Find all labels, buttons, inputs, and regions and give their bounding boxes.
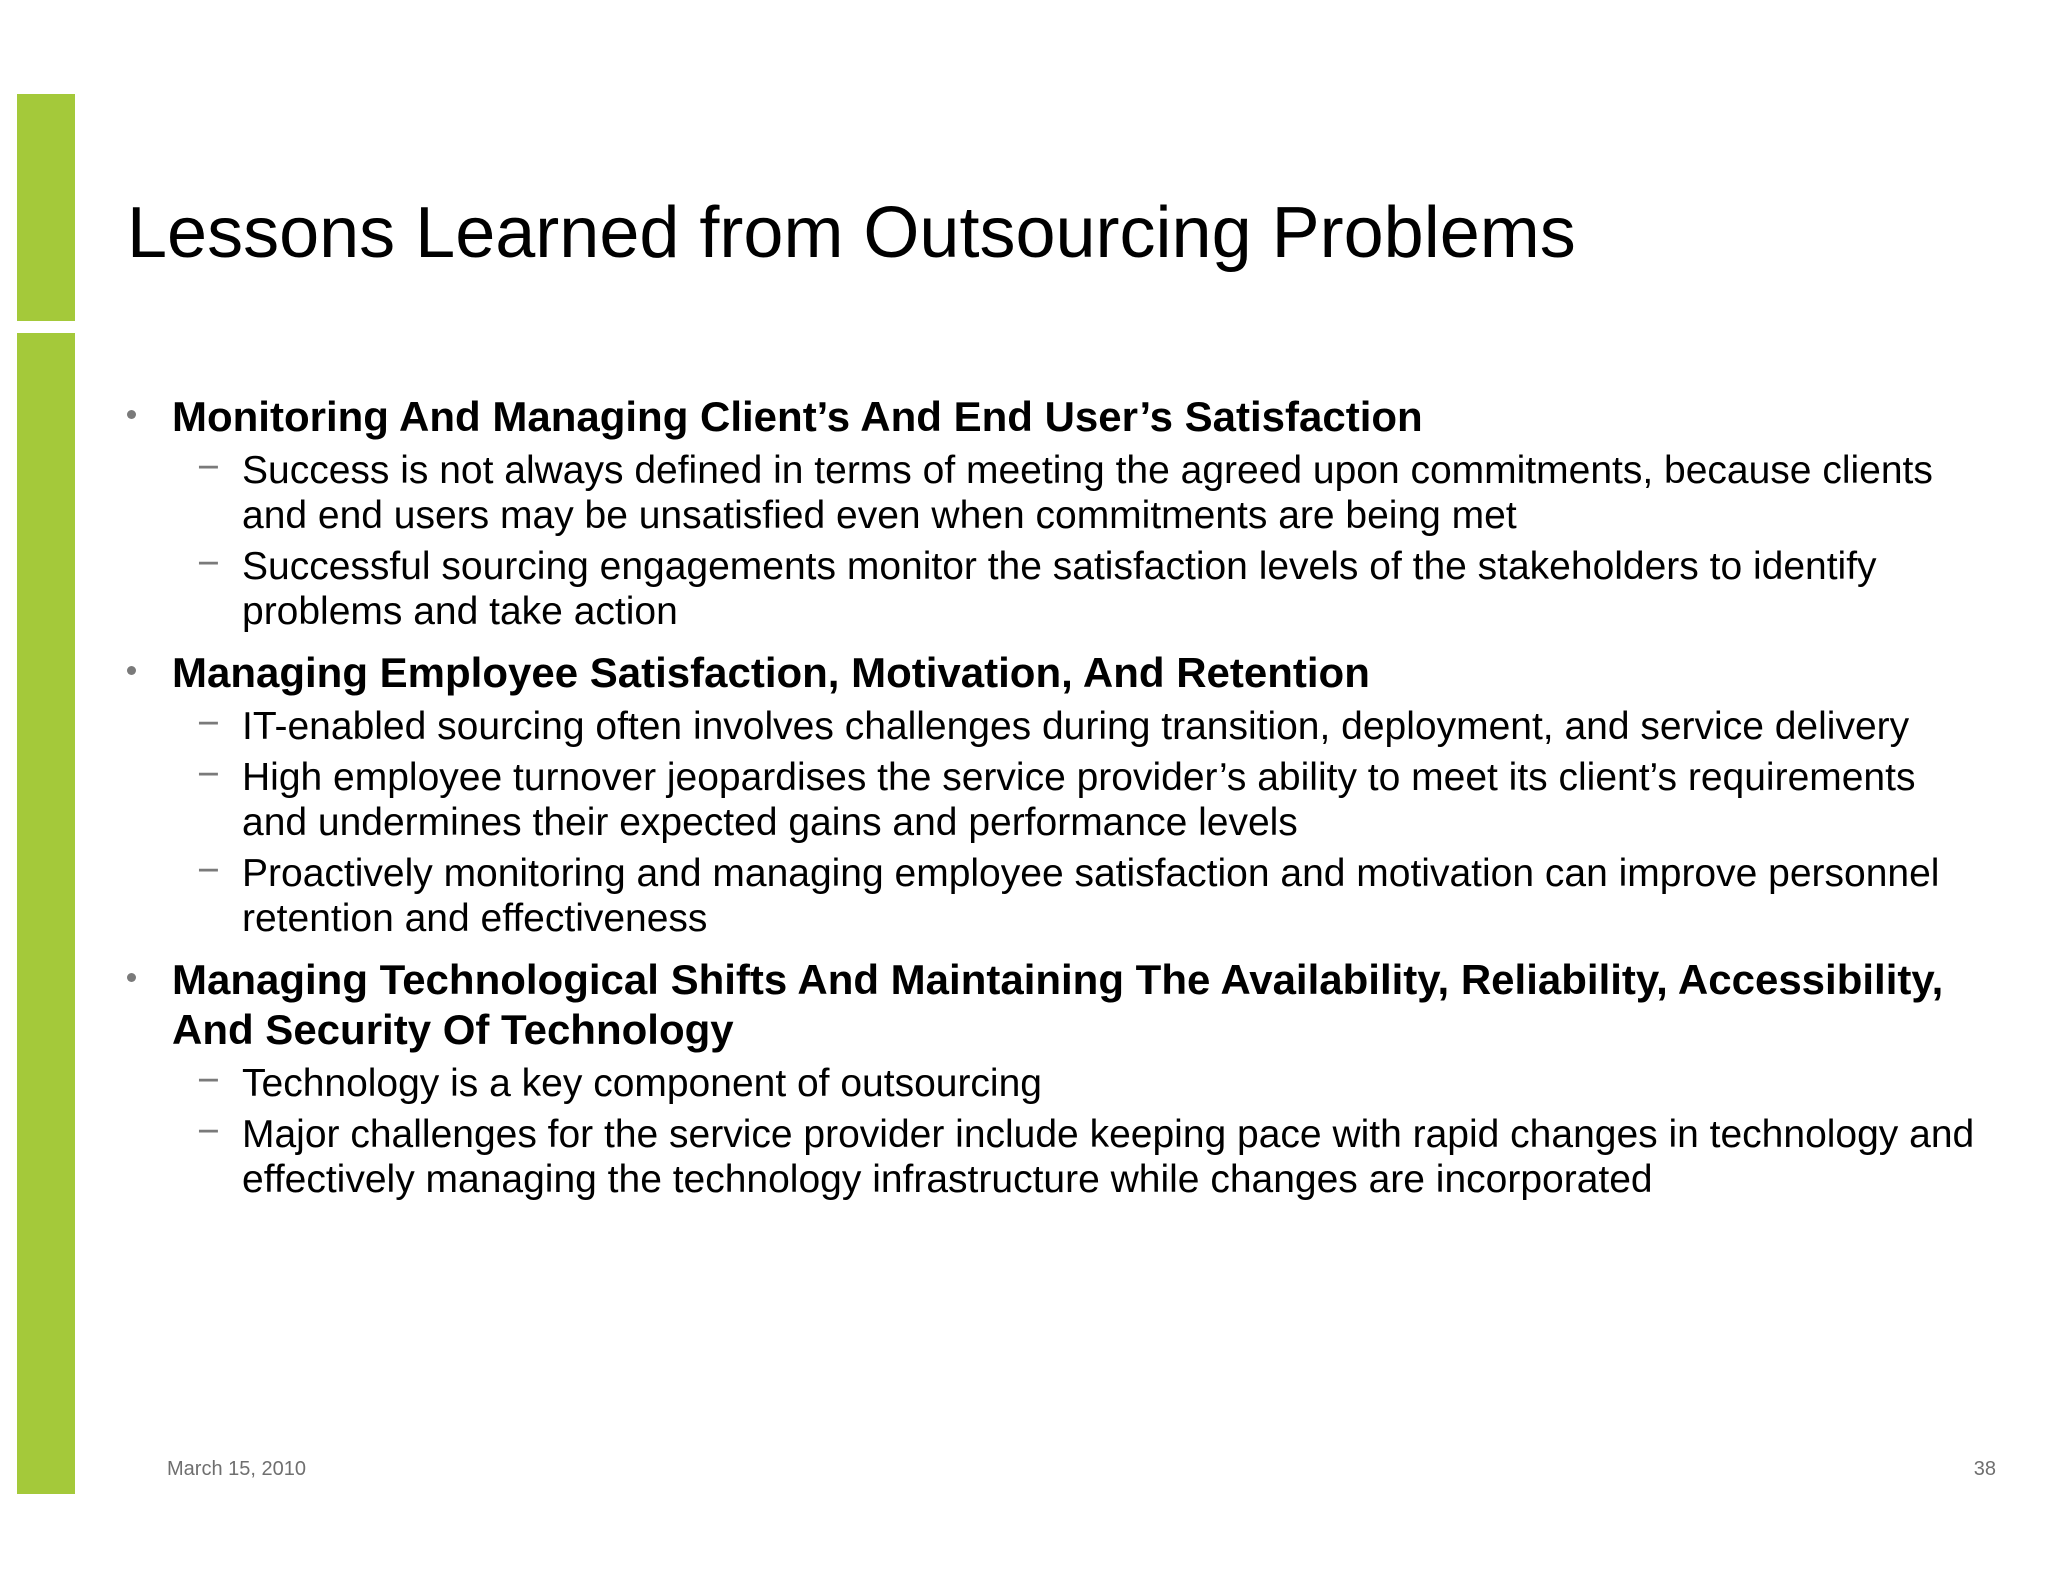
list-item bbox=[197, 1110, 1977, 1202]
list-item-text: IT-enabled sourcing often involves challenges during transition, deployment, and service delivery bbox=[242, 705, 1910, 748]
bullet-icon bbox=[127, 410, 136, 419]
dash-icon: − bbox=[197, 1110, 220, 1153]
section-employee-satisfaction bbox=[127, 648, 1977, 941]
list-item-text: Successful sourcing engagements monitor the satisfaction levels of the stakeholders to identify problems and take action bbox=[242, 545, 1877, 633]
page-number: 38 bbox=[1973, 1458, 1996, 1480]
list-item bbox=[197, 1059, 1977, 1106]
section-heading: Monitoring And Managing Client’s And End User’s Satisfaction bbox=[172, 393, 1423, 440]
dash-icon: − bbox=[197, 753, 220, 796]
dash-icon: − bbox=[197, 1059, 220, 1102]
list-item-text: High employee turnover jeopardises the service provider’s ability to meet its client’s requirements and undermines their expected gains and performance levels bbox=[242, 756, 1916, 844]
list-item-text: Major challenges for the service provider include keeping pace with rapid changes in technology and effectively managing the technology infrastructure while changes are incorporated bbox=[242, 1113, 1975, 1201]
slide-content bbox=[127, 392, 1977, 1216]
list-item bbox=[197, 446, 1977, 538]
list-item-text: Proactively monitoring and managing employee satisfaction and motivation can improve personnel retention and effectiveness bbox=[242, 852, 1940, 940]
section-heading: Managing Employee Satisfaction, Motivation, And Retention bbox=[172, 649, 1370, 696]
accent-bar-bottom bbox=[17, 333, 75, 1494]
dash-icon: − bbox=[197, 446, 220, 489]
slide-title: Lessons Learned from Outsourcing Problems bbox=[127, 193, 1576, 273]
section-heading: Managing Technological Shifts And Maintaining The Availability, Reliability, Accessibility, And Security Of Technology bbox=[172, 956, 1944, 1053]
section-client-satisfaction bbox=[127, 392, 1977, 634]
bullet-icon bbox=[127, 666, 136, 675]
footer-date: March 15, 2010 bbox=[167, 1458, 306, 1480]
list-item bbox=[197, 542, 1977, 634]
list-item-text: Success is not always defined in terms of meeting the agreed upon commitments, because clients and end users may be unsatisfied even when commitments are being met bbox=[242, 449, 1933, 537]
bullet-icon bbox=[127, 973, 136, 982]
list-item-text: Technology is a key component of outsourcing bbox=[242, 1062, 1042, 1105]
list-item bbox=[197, 702, 1977, 749]
dash-icon: − bbox=[197, 542, 220, 585]
list-item bbox=[197, 849, 1977, 941]
list-item bbox=[197, 753, 1977, 845]
dash-icon: − bbox=[197, 849, 220, 892]
dash-icon: − bbox=[197, 702, 220, 745]
accent-bar-top bbox=[17, 94, 75, 321]
section-technological-shifts bbox=[127, 955, 1977, 1202]
